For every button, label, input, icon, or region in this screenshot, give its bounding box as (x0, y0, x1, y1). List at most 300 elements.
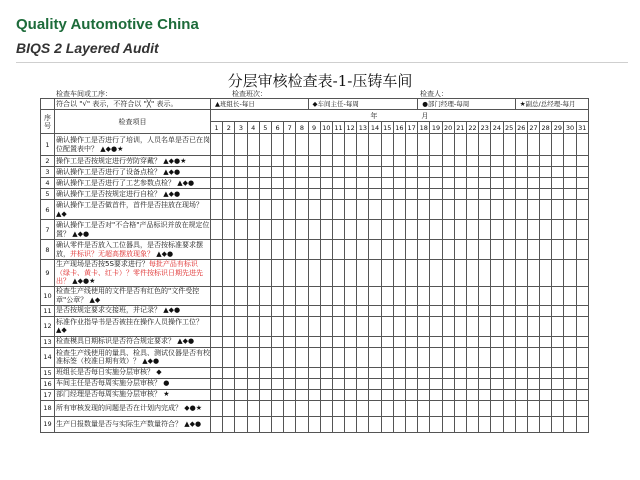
day-check-cell[interactable] (466, 240, 478, 260)
day-check-cell[interactable] (320, 200, 332, 220)
day-check-cell[interactable] (381, 178, 393, 189)
day-check-cell[interactable] (332, 347, 344, 367)
day-check-cell[interactable] (418, 367, 430, 378)
day-check-cell[interactable] (491, 260, 503, 287)
day-check-cell[interactable] (320, 286, 332, 305)
day-check-cell[interactable] (540, 167, 552, 178)
day-check-cell[interactable] (271, 260, 283, 287)
day-check-cell[interactable] (527, 156, 539, 167)
day-check-cell[interactable] (406, 156, 418, 167)
day-check-cell[interactable] (223, 178, 235, 189)
day-check-cell[interactable] (211, 400, 223, 416)
day-check-cell[interactable] (454, 400, 466, 416)
day-check-cell[interactable] (552, 389, 564, 400)
day-check-cell[interactable] (430, 220, 442, 240)
day-check-cell[interactable] (357, 336, 369, 347)
day-check-cell[interactable] (491, 189, 503, 200)
day-check-cell[interactable] (479, 260, 491, 287)
day-check-cell[interactable] (527, 416, 539, 432)
day-check-cell[interactable] (515, 134, 527, 156)
day-check-cell[interactable] (223, 416, 235, 432)
day-check-cell[interactable] (527, 134, 539, 156)
day-check-cell[interactable] (442, 134, 454, 156)
day-check-cell[interactable] (491, 400, 503, 416)
day-check-cell[interactable] (345, 416, 357, 432)
day-check-cell[interactable] (466, 400, 478, 416)
day-check-cell[interactable] (381, 220, 393, 240)
day-check-cell[interactable] (479, 167, 491, 178)
day-check-cell[interactable] (503, 305, 515, 316)
day-check-cell[interactable] (296, 336, 308, 347)
day-check-cell[interactable] (466, 286, 478, 305)
day-check-cell[interactable] (406, 260, 418, 287)
day-check-cell[interactable] (393, 378, 405, 389)
day-check-cell[interactable] (393, 156, 405, 167)
day-check-cell[interactable] (503, 389, 515, 400)
day-check-cell[interactable] (345, 286, 357, 305)
day-check-cell[interactable] (271, 156, 283, 167)
day-check-cell[interactable] (345, 240, 357, 260)
day-check-cell[interactable] (393, 400, 405, 416)
day-check-cell[interactable] (247, 416, 259, 432)
day-check-cell[interactable] (442, 167, 454, 178)
day-check-cell[interactable] (235, 367, 247, 378)
day-check-cell[interactable] (552, 305, 564, 316)
day-check-cell[interactable] (564, 378, 576, 389)
day-check-cell[interactable] (576, 286, 588, 305)
day-check-cell[interactable] (564, 167, 576, 178)
day-check-cell[interactable] (466, 134, 478, 156)
day-check-cell[interactable] (223, 189, 235, 200)
day-check-cell[interactable] (320, 240, 332, 260)
day-check-cell[interactable] (527, 260, 539, 287)
day-check-cell[interactable] (284, 286, 296, 305)
day-check-cell[interactable] (418, 286, 430, 305)
day-check-cell[interactable] (332, 336, 344, 347)
day-check-cell[interactable] (381, 189, 393, 200)
day-check-cell[interactable] (527, 367, 539, 378)
day-check-cell[interactable] (418, 400, 430, 416)
day-check-cell[interactable] (491, 378, 503, 389)
day-check-cell[interactable] (308, 240, 320, 260)
day-check-cell[interactable] (418, 347, 430, 367)
day-check-cell[interactable] (284, 167, 296, 178)
day-check-cell[interactable] (406, 178, 418, 189)
day-check-cell[interactable] (320, 367, 332, 378)
day-check-cell[interactable] (320, 134, 332, 156)
day-check-cell[interactable] (308, 367, 320, 378)
day-check-cell[interactable] (271, 200, 283, 220)
day-check-cell[interactable] (491, 416, 503, 432)
day-check-cell[interactable] (466, 260, 478, 287)
day-check-cell[interactable] (381, 316, 393, 336)
day-check-cell[interactable] (345, 220, 357, 240)
day-check-cell[interactable] (406, 389, 418, 400)
day-check-cell[interactable] (357, 286, 369, 305)
day-check-cell[interactable] (345, 156, 357, 167)
day-check-cell[interactable] (369, 347, 381, 367)
day-check-cell[interactable] (515, 316, 527, 336)
day-check-cell[interactable] (211, 178, 223, 189)
day-check-cell[interactable] (357, 200, 369, 220)
day-check-cell[interactable] (393, 316, 405, 336)
day-check-cell[interactable] (381, 389, 393, 400)
day-check-cell[interactable] (211, 336, 223, 347)
day-check-cell[interactable] (576, 305, 588, 316)
day-check-cell[interactable] (515, 400, 527, 416)
day-check-cell[interactable] (540, 260, 552, 287)
day-check-cell[interactable] (515, 347, 527, 367)
day-check-cell[interactable] (332, 178, 344, 189)
day-check-cell[interactable] (454, 156, 466, 167)
day-check-cell[interactable] (540, 316, 552, 336)
day-check-cell[interactable] (479, 156, 491, 167)
day-check-cell[interactable] (369, 260, 381, 287)
day-check-cell[interactable] (345, 134, 357, 156)
day-check-cell[interactable] (247, 305, 259, 316)
day-check-cell[interactable] (223, 156, 235, 167)
day-check-cell[interactable] (393, 260, 405, 287)
day-check-cell[interactable] (552, 316, 564, 336)
day-check-cell[interactable] (259, 347, 271, 367)
day-check-cell[interactable] (345, 316, 357, 336)
day-check-cell[interactable] (527, 167, 539, 178)
day-check-cell[interactable] (381, 240, 393, 260)
day-check-cell[interactable] (442, 260, 454, 287)
day-check-cell[interactable] (345, 200, 357, 220)
day-check-cell[interactable] (442, 240, 454, 260)
day-check-cell[interactable] (479, 367, 491, 378)
day-check-cell[interactable] (320, 305, 332, 316)
day-check-cell[interactable] (381, 286, 393, 305)
day-check-cell[interactable] (308, 178, 320, 189)
day-check-cell[interactable] (271, 305, 283, 316)
day-check-cell[interactable] (247, 240, 259, 260)
day-check-cell[interactable] (271, 220, 283, 240)
day-check-cell[interactable] (211, 240, 223, 260)
day-check-cell[interactable] (271, 336, 283, 347)
day-check-cell[interactable] (479, 189, 491, 200)
day-check-cell[interactable] (308, 378, 320, 389)
day-check-cell[interactable] (235, 305, 247, 316)
day-check-cell[interactable] (235, 316, 247, 336)
day-check-cell[interactable] (223, 286, 235, 305)
day-check-cell[interactable] (515, 178, 527, 189)
day-check-cell[interactable] (503, 156, 515, 167)
day-check-cell[interactable] (247, 167, 259, 178)
day-check-cell[interactable] (564, 178, 576, 189)
day-check-cell[interactable] (332, 305, 344, 316)
day-check-cell[interactable] (491, 389, 503, 400)
day-check-cell[interactable] (296, 189, 308, 200)
day-check-cell[interactable] (491, 200, 503, 220)
day-check-cell[interactable] (332, 240, 344, 260)
day-check-cell[interactable] (454, 134, 466, 156)
day-check-cell[interactable] (223, 316, 235, 336)
day-check-cell[interactable] (271, 316, 283, 336)
day-check-cell[interactable] (576, 347, 588, 367)
day-check-cell[interactable] (332, 367, 344, 378)
day-check-cell[interactable] (430, 167, 442, 178)
day-check-cell[interactable] (308, 416, 320, 432)
day-check-cell[interactable] (235, 189, 247, 200)
day-check-cell[interactable] (491, 305, 503, 316)
day-check-cell[interactable] (430, 178, 442, 189)
day-check-cell[interactable] (332, 200, 344, 220)
day-check-cell[interactable] (430, 200, 442, 220)
day-check-cell[interactable] (345, 347, 357, 367)
day-check-cell[interactable] (454, 220, 466, 240)
day-check-cell[interactable] (247, 336, 259, 347)
day-check-cell[interactable] (223, 367, 235, 378)
day-check-cell[interactable] (454, 416, 466, 432)
day-check-cell[interactable] (527, 347, 539, 367)
day-check-cell[interactable] (564, 134, 576, 156)
day-check-cell[interactable] (369, 156, 381, 167)
day-check-cell[interactable] (430, 400, 442, 416)
day-check-cell[interactable] (235, 220, 247, 240)
day-check-cell[interactable] (466, 316, 478, 336)
day-check-cell[interactable] (454, 240, 466, 260)
day-check-cell[interactable] (357, 260, 369, 287)
day-check-cell[interactable] (357, 189, 369, 200)
day-check-cell[interactable] (442, 305, 454, 316)
day-check-cell[interactable] (357, 416, 369, 432)
day-check-cell[interactable] (357, 347, 369, 367)
day-check-cell[interactable] (369, 189, 381, 200)
day-check-cell[interactable] (247, 189, 259, 200)
day-check-cell[interactable] (271, 167, 283, 178)
day-check-cell[interactable] (235, 200, 247, 220)
day-check-cell[interactable] (259, 200, 271, 220)
day-check-cell[interactable] (515, 189, 527, 200)
day-check-cell[interactable] (223, 167, 235, 178)
day-check-cell[interactable] (576, 167, 588, 178)
day-check-cell[interactable] (418, 260, 430, 287)
day-check-cell[interactable] (552, 400, 564, 416)
day-check-cell[interactable] (393, 416, 405, 432)
day-check-cell[interactable] (235, 389, 247, 400)
day-check-cell[interactable] (503, 336, 515, 347)
day-check-cell[interactable] (247, 400, 259, 416)
day-check-cell[interactable] (345, 389, 357, 400)
day-check-cell[interactable] (381, 400, 393, 416)
day-check-cell[interactable] (503, 189, 515, 200)
day-check-cell[interactable] (540, 367, 552, 378)
day-check-cell[interactable] (345, 378, 357, 389)
day-check-cell[interactable] (418, 240, 430, 260)
day-check-cell[interactable] (369, 336, 381, 347)
day-check-cell[interactable] (211, 305, 223, 316)
day-check-cell[interactable] (479, 134, 491, 156)
day-check-cell[interactable] (332, 167, 344, 178)
day-check-cell[interactable] (430, 305, 442, 316)
day-check-cell[interactable] (393, 178, 405, 189)
day-check-cell[interactable] (381, 200, 393, 220)
day-check-cell[interactable] (442, 316, 454, 336)
day-check-cell[interactable] (247, 156, 259, 167)
day-check-cell[interactable] (284, 189, 296, 200)
day-check-cell[interactable] (247, 378, 259, 389)
day-check-cell[interactable] (564, 286, 576, 305)
day-check-cell[interactable] (320, 156, 332, 167)
day-check-cell[interactable] (332, 260, 344, 287)
day-check-cell[interactable] (296, 134, 308, 156)
day-check-cell[interactable] (515, 200, 527, 220)
day-check-cell[interactable] (442, 347, 454, 367)
day-check-cell[interactable] (259, 260, 271, 287)
day-check-cell[interactable] (552, 134, 564, 156)
day-check-cell[interactable] (393, 286, 405, 305)
day-check-cell[interactable] (332, 286, 344, 305)
day-check-cell[interactable] (369, 240, 381, 260)
day-check-cell[interactable] (527, 400, 539, 416)
day-check-cell[interactable] (540, 156, 552, 167)
day-check-cell[interactable] (332, 416, 344, 432)
day-check-cell[interactable] (320, 347, 332, 367)
day-check-cell[interactable] (491, 220, 503, 240)
day-check-cell[interactable] (491, 156, 503, 167)
day-check-cell[interactable] (369, 378, 381, 389)
day-check-cell[interactable] (345, 260, 357, 287)
day-check-cell[interactable] (540, 286, 552, 305)
day-check-cell[interactable] (284, 220, 296, 240)
day-check-cell[interactable] (223, 260, 235, 287)
day-check-cell[interactable] (418, 389, 430, 400)
day-check-cell[interactable] (381, 347, 393, 367)
day-check-cell[interactable] (466, 336, 478, 347)
day-check-cell[interactable] (406, 286, 418, 305)
day-check-cell[interactable] (223, 134, 235, 156)
day-check-cell[interactable] (357, 316, 369, 336)
day-check-cell[interactable] (540, 134, 552, 156)
day-check-cell[interactable] (491, 316, 503, 336)
day-check-cell[interactable] (211, 347, 223, 367)
day-check-cell[interactable] (271, 389, 283, 400)
day-check-cell[interactable] (442, 189, 454, 200)
day-check-cell[interactable] (430, 416, 442, 432)
day-check-cell[interactable] (479, 416, 491, 432)
day-check-cell[interactable] (515, 336, 527, 347)
day-check-cell[interactable] (357, 305, 369, 316)
day-check-cell[interactable] (418, 220, 430, 240)
day-check-cell[interactable] (211, 367, 223, 378)
day-check-cell[interactable] (393, 220, 405, 240)
day-check-cell[interactable] (296, 305, 308, 316)
day-check-cell[interactable] (259, 178, 271, 189)
day-check-cell[interactable] (491, 286, 503, 305)
day-check-cell[interactable] (284, 316, 296, 336)
day-check-cell[interactable] (308, 220, 320, 240)
day-check-cell[interactable] (576, 336, 588, 347)
day-check-cell[interactable] (320, 260, 332, 287)
day-check-cell[interactable] (406, 416, 418, 432)
day-check-cell[interactable] (259, 336, 271, 347)
day-check-cell[interactable] (369, 286, 381, 305)
day-check-cell[interactable] (576, 378, 588, 389)
day-check-cell[interactable] (296, 316, 308, 336)
day-check-cell[interactable] (320, 220, 332, 240)
day-check-cell[interactable] (442, 367, 454, 378)
day-check-cell[interactable] (296, 286, 308, 305)
day-check-cell[interactable] (406, 316, 418, 336)
day-check-cell[interactable] (503, 178, 515, 189)
day-check-cell[interactable] (369, 389, 381, 400)
day-check-cell[interactable] (527, 389, 539, 400)
day-check-cell[interactable] (247, 316, 259, 336)
day-check-cell[interactable] (357, 367, 369, 378)
day-check-cell[interactable] (320, 336, 332, 347)
day-check-cell[interactable] (540, 240, 552, 260)
day-check-cell[interactable] (466, 367, 478, 378)
day-check-cell[interactable] (332, 378, 344, 389)
day-check-cell[interactable] (381, 378, 393, 389)
day-check-cell[interactable] (527, 316, 539, 336)
day-check-cell[interactable] (296, 167, 308, 178)
day-check-cell[interactable] (430, 286, 442, 305)
day-check-cell[interactable] (406, 336, 418, 347)
day-check-cell[interactable] (296, 200, 308, 220)
day-check-cell[interactable] (576, 200, 588, 220)
day-check-cell[interactable] (564, 305, 576, 316)
day-check-cell[interactable] (442, 286, 454, 305)
day-check-cell[interactable] (296, 220, 308, 240)
day-check-cell[interactable] (308, 156, 320, 167)
day-check-cell[interactable] (308, 167, 320, 178)
day-check-cell[interactable] (527, 286, 539, 305)
day-check-cell[interactable] (357, 389, 369, 400)
day-check-cell[interactable] (235, 156, 247, 167)
day-check-cell[interactable] (406, 378, 418, 389)
day-check-cell[interactable] (308, 189, 320, 200)
day-check-cell[interactable] (223, 347, 235, 367)
day-check-cell[interactable] (479, 200, 491, 220)
day-check-cell[interactable] (369, 178, 381, 189)
day-check-cell[interactable] (576, 367, 588, 378)
day-check-cell[interactable] (284, 240, 296, 260)
day-check-cell[interactable] (430, 336, 442, 347)
day-check-cell[interactable] (259, 240, 271, 260)
day-check-cell[interactable] (345, 367, 357, 378)
day-check-cell[interactable] (271, 378, 283, 389)
day-check-cell[interactable] (406, 305, 418, 316)
day-check-cell[interactable] (527, 378, 539, 389)
day-check-cell[interactable] (454, 336, 466, 347)
day-check-cell[interactable] (491, 336, 503, 347)
day-check-cell[interactable] (259, 400, 271, 416)
day-check-cell[interactable] (479, 305, 491, 316)
day-check-cell[interactable] (345, 189, 357, 200)
day-check-cell[interactable] (211, 260, 223, 287)
day-check-cell[interactable] (259, 167, 271, 178)
day-check-cell[interactable] (320, 416, 332, 432)
day-check-cell[interactable] (393, 389, 405, 400)
day-check-cell[interactable] (430, 189, 442, 200)
day-check-cell[interactable] (466, 189, 478, 200)
day-check-cell[interactable] (332, 316, 344, 336)
day-check-cell[interactable] (540, 189, 552, 200)
day-check-cell[interactable] (442, 389, 454, 400)
day-check-cell[interactable] (369, 316, 381, 336)
day-check-cell[interactable] (332, 134, 344, 156)
day-check-cell[interactable] (418, 305, 430, 316)
day-check-cell[interactable] (576, 134, 588, 156)
day-check-cell[interactable] (284, 200, 296, 220)
day-check-cell[interactable] (332, 220, 344, 240)
day-check-cell[interactable] (479, 220, 491, 240)
day-check-cell[interactable] (466, 378, 478, 389)
day-check-cell[interactable] (357, 134, 369, 156)
